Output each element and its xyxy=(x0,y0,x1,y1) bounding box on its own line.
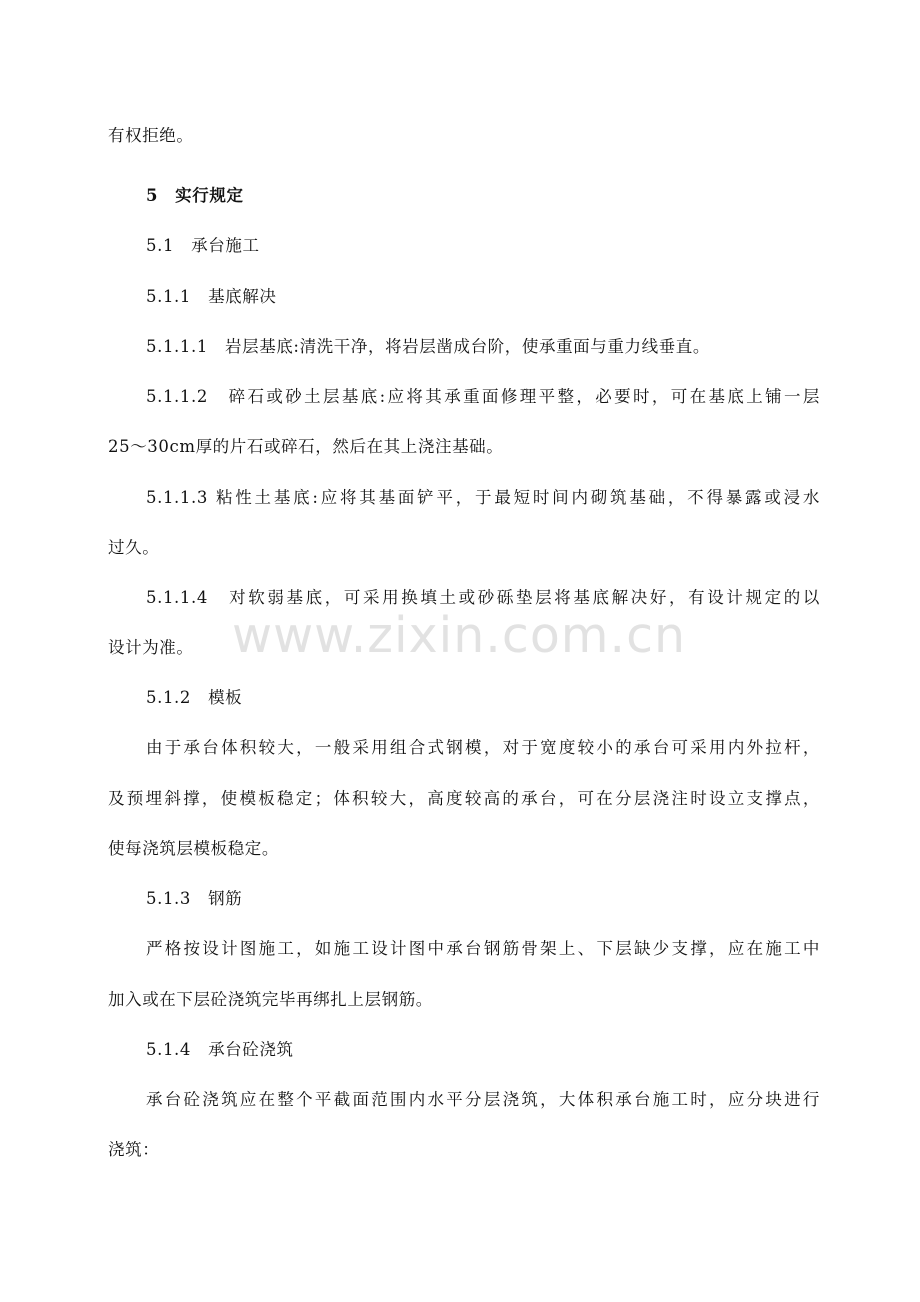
paragraph-line: 承台砼浇筑应在整个平截面范围内水平分层浇筑，大体积承台施工时，应分块进行 xyxy=(146,1090,820,1109)
watermark: www.zixin.com.cn xyxy=(232,607,687,664)
subsection-heading: 5.1.3 钢筋 xyxy=(146,889,243,908)
subsection-heading: 5.1.1 基底解决 xyxy=(146,287,277,306)
section-heading: 5 实行规定 xyxy=(146,186,244,205)
paragraph-line: 25～30cm厚的片石或碎石，然后在其上浇注基础。 xyxy=(108,437,504,456)
paragraph-line: 5.1.1.3 粘性土基底:应将其基面铲平，于最短时间内砌筑基础，不得暴露或浸水 xyxy=(146,488,820,507)
subsection-heading: 5.1.2 模板 xyxy=(146,688,243,707)
paragraph-line: 5.1.1.4 对软弱基底，可采用换填土或砂砾垫层将基底解决好，有设计规定的以 xyxy=(146,588,820,607)
paragraph-line: 有权拒绝。 xyxy=(108,126,194,145)
paragraph-line: 使每浇筑层模板稳定。 xyxy=(108,839,279,858)
paragraph-line: 过久。 xyxy=(108,538,160,557)
paragraph-line: 5.1.1.1 岩层基底:清洗干净，将岩层凿成台阶，使承重面与重力线垂直。 xyxy=(146,337,710,356)
paragraph-line: 加入或在下层砼浇筑完毕再绑扎上层钢筋。 xyxy=(108,990,433,1009)
paragraph-line: 浇筑： xyxy=(108,1140,160,1159)
paragraph-line: 5.1.1.2 碎石或砂土层基底:应将其承重面修理平整，必要时，可在基底上铺一层 xyxy=(146,387,820,406)
paragraph-line: 及预埋斜撑，使模板稳定；体积较大，高度较高的承台，可在分层浇注时设立支撑点， xyxy=(108,789,820,808)
paragraph-line: 严格按设计图施工，如施工设计图中承台钢筋骨架上、下层缺少支撑，应在施工中 xyxy=(146,939,820,958)
paragraph-line: 设计为准。 xyxy=(108,638,194,657)
subsection-heading: 5.1.4 承台砼浇筑 xyxy=(146,1040,294,1059)
subsection-heading: 5.1 承台施工 xyxy=(146,236,260,255)
paragraph-line: 由于承台体积较大，一般采用组合式钢模，对于宽度较小的承台可采用内外拉杆， xyxy=(146,738,820,757)
